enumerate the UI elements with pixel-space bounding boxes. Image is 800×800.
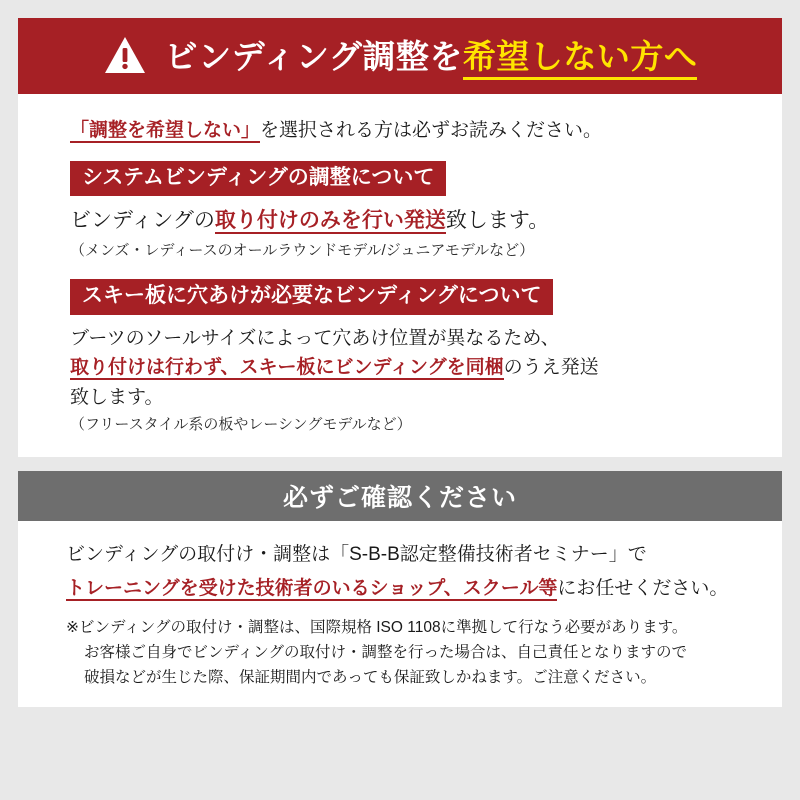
section-1-note: （メンズ・レディースのオールラウンドモデル/ジュニアモデルなど） (70, 242, 535, 260)
section-heading-drilling-required: スキー板に穴あけが必要なビンディングについて (70, 279, 553, 314)
section-1-body-emphasis: 取り付けのみを行い発送 (214, 208, 446, 232)
gray-banner-title: 必ずご確認ください (282, 484, 517, 513)
confirmation-card (18, 471, 782, 706)
fine-print-line-3: 破損などが生じた際、保証期間内であっても保証致しかねます。ご注意ください。 (84, 668, 657, 686)
binding-adjustment-card (18, 18, 782, 457)
section-2-line-1: ブーツのソールサイズによって穴あけ位置が異なるため、 (70, 327, 560, 349)
warning-triangle-icon (103, 34, 147, 78)
section-1-body-after: 致します。 (445, 208, 550, 232)
fine-print-block (66, 616, 756, 690)
gray-line-2 (66, 575, 756, 603)
section-2-line-2-after: のうえ発送 (503, 357, 599, 379)
gray-line-1: ビンディングの取付け・調整は「S-B-B認定整備技術者セミナー」で (66, 544, 647, 566)
red-banner-title-highlight: 希望しない方へ (463, 38, 698, 80)
red-banner-header (18, 18, 782, 94)
lead-rest: を選択される方は必ずお読みください。 (260, 120, 603, 141)
section-1-body-before: ビンディングの (70, 208, 215, 232)
section-2-note: （フリースタイル系の板やレーシングモデルなど） (70, 416, 412, 434)
section-heading-system-binding: システムビンディングの調整について (70, 161, 446, 196)
red-banner-title-plain: ビンディング調整を (164, 37, 463, 75)
gray-line-2-after: にお任せください。 (557, 577, 729, 599)
section-2-line-3: 致します。 (70, 386, 164, 408)
section-2-line-2 (70, 354, 756, 383)
fine-print-line-1: ※ビンディングの取付け・調整は、国際規格 ISO 1108に準拠して行なう必要があります。 (66, 619, 688, 637)
gray-line-2-emphasis: トレーニングを受けた技術者のいるショップ、スクール等 (66, 577, 558, 599)
gray-card-body (18, 521, 782, 706)
section-1-body (70, 206, 756, 236)
gray-banner-header (18, 471, 782, 521)
red-card-body (18, 94, 782, 457)
fine-print-line-2: お客様ご自身でビンディングの取付け・調整を行った場合は、自己責任となりますので (84, 643, 687, 661)
lead-emphasis: 「調整を希望しない」 (70, 120, 261, 141)
red-banner-title (164, 37, 698, 75)
section-2-line-2-emphasis: 取り付けは行わず、スキー板にビンディングを同梱 (70, 357, 504, 379)
lead-paragraph (70, 118, 756, 145)
